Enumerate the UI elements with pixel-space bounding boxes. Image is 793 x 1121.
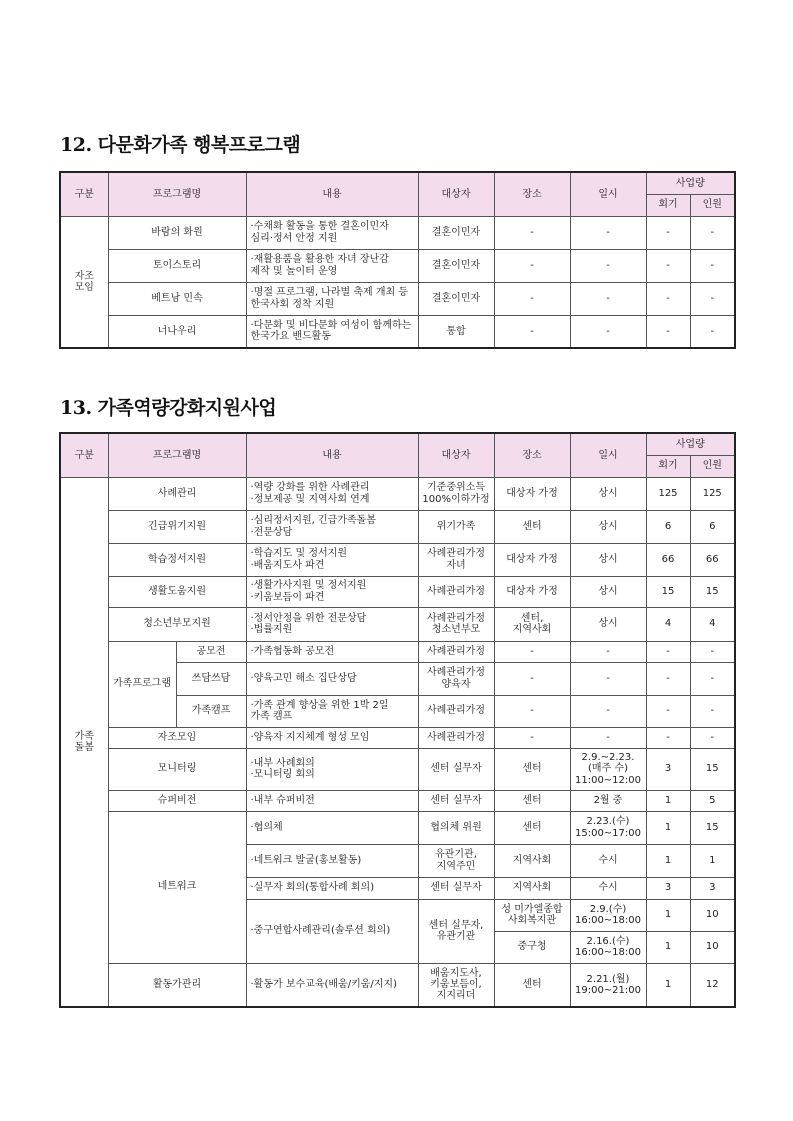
program-date: - — [570, 695, 646, 727]
program-place: 센터, 지역사회 — [494, 607, 570, 641]
program-name: 청소년부모지원 — [108, 607, 246, 641]
header-people: 인원 — [690, 194, 735, 216]
program-target: 사례관리가정 — [418, 727, 494, 748]
program-target: 결혼이민자 — [418, 249, 494, 282]
program-name: 바람의 화원 — [108, 216, 246, 249]
program-people: 125 — [690, 477, 735, 510]
sub-program-name: 공모전 — [176, 641, 246, 662]
program-target: 위기가족 — [418, 510, 494, 543]
program-content: ·내부 사례회의 ·모니터링 회의 — [246, 748, 418, 790]
program-count: 1 — [646, 844, 690, 877]
program-people: 3 — [690, 877, 735, 899]
program-count: - — [646, 641, 690, 662]
program-date: 2월 중 — [570, 790, 646, 811]
program-place: 지역사회 — [494, 844, 570, 877]
program-name: 생활도움지원 — [108, 576, 246, 607]
program-content: ·심리정서지원, 긴급가족돌봄 ·전문상담 — [246, 510, 418, 543]
program-people: 15 — [690, 748, 735, 790]
category-cell: 자조 모임 — [60, 216, 108, 348]
program-name: 슈퍼비전 — [108, 790, 246, 811]
header-date: 일시 — [570, 433, 646, 477]
program-target: 결혼이민자 — [418, 216, 494, 249]
program-target: 배움지도사, 키움보듬이, 지지리더 — [418, 963, 494, 1007]
program-content: ·내부 슈퍼비전 — [246, 790, 418, 811]
program-content: ·실무자 회의(통합사례 회의) — [246, 877, 418, 899]
program-place: 지역사회 — [494, 877, 570, 899]
header-div: 구분 — [60, 172, 108, 216]
program-date: - — [570, 641, 646, 662]
program-date: 2.9.~2.23. (매주 수) 11:00~12:00 — [570, 748, 646, 790]
program-target: 협의체 위원 — [418, 811, 494, 844]
header-count: 회기 — [646, 194, 690, 216]
program-target: 사례관리가정 양육자 — [418, 662, 494, 695]
program-people: - — [690, 662, 735, 695]
program-people: 12 — [690, 963, 735, 1007]
program-count: - — [646, 315, 690, 348]
header-volume: 사업량 — [646, 433, 735, 455]
header-count: 회기 — [646, 455, 690, 477]
section-title-multicultural: 12. 다문화가족 행복프로그램 — [60, 134, 301, 156]
program-count: - — [646, 727, 690, 748]
program-people: 10 — [690, 899, 735, 931]
program-content: ·가족 관계 향상을 위한 1박 2일 가족 캠프 — [246, 695, 418, 727]
program-target: 결혼이민자 — [418, 282, 494, 315]
family-program-name: 가족프로그램 — [108, 641, 176, 727]
program-place: 센터 — [494, 790, 570, 811]
program-date: 상시 — [570, 477, 646, 510]
program-date: - — [570, 662, 646, 695]
program-place: - — [494, 695, 570, 727]
program-place: - — [494, 249, 570, 282]
family-capacity-table — [59, 432, 736, 1008]
sub-program-name: 가족캠프 — [176, 695, 246, 727]
program-count: 1 — [646, 790, 690, 811]
program-place: - — [494, 216, 570, 249]
program-content: ·재활용품을 활용한 자녀 장난감 제작 및 놀이터 운영 — [246, 249, 418, 282]
header-prog: 프로그램명 — [108, 433, 246, 477]
header-volume: 사업량 — [646, 172, 735, 194]
program-target: 센터 실무자, 유관기관 — [418, 899, 494, 963]
program-place: 센터 — [494, 748, 570, 790]
program-target: 사례관리가정 — [418, 641, 494, 662]
program-target: 사례관리가정 — [418, 576, 494, 607]
program-people: - — [690, 695, 735, 727]
program-content: ·중구연합사례관리(솔루션 회의) — [246, 899, 418, 963]
program-people: - — [690, 282, 735, 315]
program-content: ·생활가사지원 및 정서지원 ·키움보듬이 파견 — [246, 576, 418, 607]
header-content: 내용 — [246, 433, 418, 477]
program-count: 15 — [646, 576, 690, 607]
program-date: - — [570, 315, 646, 348]
program-place: 대상자 가정 — [494, 477, 570, 510]
program-count: - — [646, 216, 690, 249]
program-target: 사례관리가정 청소년부모 — [418, 607, 494, 641]
program-people: 15 — [690, 576, 735, 607]
program-date: 수시 — [570, 877, 646, 899]
program-name: 긴급위기지원 — [108, 510, 246, 543]
program-date: 상시 — [570, 543, 646, 576]
program-content: ·가족협동화 공모전 — [246, 641, 418, 662]
program-count: 3 — [646, 877, 690, 899]
program-content: ·활동가 보수교육(배움/키움/지지) — [246, 963, 418, 1007]
program-count: 1 — [646, 931, 690, 963]
program-count: 4 — [646, 607, 690, 641]
header-place: 장소 — [494, 433, 570, 477]
program-place: 센터 — [494, 811, 570, 844]
program-place: - — [494, 641, 570, 662]
program-content: ·수채화 활동을 통한 결혼이민자 심리·정서 안정 지원 — [246, 216, 418, 249]
header-div: 구분 — [60, 433, 108, 477]
program-people: 66 — [690, 543, 735, 576]
program-date: 수시 — [570, 844, 646, 877]
header-date: 일시 — [570, 172, 646, 216]
program-people: 10 — [690, 931, 735, 963]
program-place: - — [494, 315, 570, 348]
program-target: 센터 실무자 — [418, 877, 494, 899]
program-target: 사례관리가정 — [418, 695, 494, 727]
program-people: - — [690, 315, 735, 348]
category-cell: 가족 돌봄 — [60, 477, 108, 1007]
program-count: - — [646, 662, 690, 695]
program-name: 토이스토리 — [108, 249, 246, 282]
program-date: - — [570, 727, 646, 748]
program-count: 6 — [646, 510, 690, 543]
header-target: 대상자 — [418, 433, 494, 477]
header-target: 대상자 — [418, 172, 494, 216]
program-people: 15 — [690, 811, 735, 844]
program-target: 유관기관, 지역주민 — [418, 844, 494, 877]
program-content: ·양육자 지지체계 형성 모임 — [246, 727, 418, 748]
program-people: 6 — [690, 510, 735, 543]
program-name: 활동가관리 — [108, 963, 246, 1007]
program-name: 모니터링 — [108, 748, 246, 790]
program-place: 성 미가엘종합 사회복지관 — [494, 899, 570, 931]
program-count: 125 — [646, 477, 690, 510]
program-content: ·네트워크 발굴(홍보활동) — [246, 844, 418, 877]
program-target: 통합 — [418, 315, 494, 348]
header-people: 인원 — [690, 455, 735, 477]
program-place: 대상자 가정 — [494, 576, 570, 607]
program-target: 사례관리가정 자녀 — [418, 543, 494, 576]
program-target: 센터 실무자 — [418, 790, 494, 811]
program-date: - — [570, 249, 646, 282]
section-title-family-capacity: 13. 가족역량강화지원사업 — [60, 397, 277, 419]
program-people: - — [690, 727, 735, 748]
program-target: 센터 실무자 — [418, 748, 494, 790]
sub-program-name: 쓰담쓰담 — [176, 662, 246, 695]
program-content: ·협의체 — [246, 811, 418, 844]
program-count: 1 — [646, 811, 690, 844]
program-date: 2.16.(수) 16:00~18:00 — [570, 931, 646, 963]
program-count: - — [646, 695, 690, 727]
program-place: - — [494, 662, 570, 695]
program-place: 대상자 가정 — [494, 543, 570, 576]
program-date: 2.9.(수) 16:00~18:00 — [570, 899, 646, 931]
program-content: ·명절 프로그램, 나라별 축제 개최 등 한국사회 정착 지원 — [246, 282, 418, 315]
program-place: 중구청 — [494, 931, 570, 963]
program-count: 1 — [646, 899, 690, 931]
program-content: ·정서안정을 위한 전문상담 ·법률지원 — [246, 607, 418, 641]
program-date: 상시 — [570, 607, 646, 641]
program-name: 너나우리 — [108, 315, 246, 348]
program-date: - — [570, 216, 646, 249]
program-name: 사례관리 — [108, 477, 246, 510]
program-content: ·양육고민 해소 집단상담 — [246, 662, 418, 695]
program-count: 1 — [646, 963, 690, 1007]
program-count: - — [646, 249, 690, 282]
program-date: 2.21.(월) 19:00~21:00 — [570, 963, 646, 1007]
program-content: ·학습지도 및 정서지원 ·배움지도사 파견 — [246, 543, 418, 576]
program-people: - — [690, 216, 735, 249]
program-place: - — [494, 282, 570, 315]
program-people: 4 — [690, 607, 735, 641]
header-place: 장소 — [494, 172, 570, 216]
program-date: 상시 — [570, 576, 646, 607]
program-name: 베트남 민속 — [108, 282, 246, 315]
program-count: 3 — [646, 748, 690, 790]
network-name: 네트워크 — [108, 811, 246, 963]
program-count: 66 — [646, 543, 690, 576]
program-name: 학습정서지원 — [108, 543, 246, 576]
program-date: - — [570, 282, 646, 315]
program-date: 상시 — [570, 510, 646, 543]
program-people: - — [690, 641, 735, 662]
program-people: 1 — [690, 844, 735, 877]
program-people: - — [690, 249, 735, 282]
multicultural-program-table — [59, 171, 736, 349]
program-content: ·다문화 및 비다문화 여성이 함께하는 한국가요 밴드활동 — [246, 315, 418, 348]
program-name: 자조모임 — [108, 727, 246, 748]
program-date: 2.23.(수) 15:00~17:00 — [570, 811, 646, 844]
program-people: 5 — [690, 790, 735, 811]
program-target: 기준중위소득 100%이하가정 — [418, 477, 494, 510]
program-count: - — [646, 282, 690, 315]
program-content: ·역량 강화를 위한 사례관리 ·정보제공 및 지역사회 연계 — [246, 477, 418, 510]
header-prog: 프로그램명 — [108, 172, 246, 216]
program-place: - — [494, 727, 570, 748]
program-place: 센터 — [494, 963, 570, 1007]
header-content: 내용 — [246, 172, 418, 216]
program-place: 센터 — [494, 510, 570, 543]
